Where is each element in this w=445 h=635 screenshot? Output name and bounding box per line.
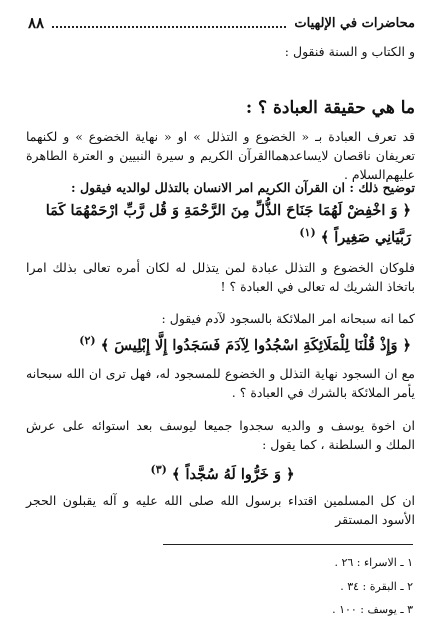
quran-quote-1-text: ﴿ وَ اخْفِضْ لَهُمَا جَنَاحَ الذُّلِّ مِنَ الرَّحْمَةِ وَ قُل رَّبِّ ارْحَمْهُمَا كَمَا رَبَّيَانِي صَغِيراً ﴾ — [45, 202, 411, 246]
footnote-ref-1: (١) — [299, 226, 316, 239]
paragraph-black-stone: ان كل المسلمين اقتداء برسول الله صلى الله عليه و آله يقبلون الحجر الأسود المستقر — [26, 493, 415, 527]
quran-quote-3-text: ﴿ وَ خَرُّوا لَهُ سُجَّداً ﴾ — [171, 465, 295, 483]
page-header — [28, 12, 415, 34]
footnote-2: ٢ ـ البقرة : ٣٤ . — [340, 580, 413, 593]
paragraph-explanation: توضيح ذلك : ان القرآن الكريم امر الانسان بالتذلل لوالديه فيقول : — [71, 180, 415, 195]
quran-quote-1 — [26, 200, 411, 249]
quran-quote-2-text: ﴿ وَإِذْ قُلْنَا لِلْمَلَائِكَةِ اسْجُدُوا لِآدَمَ فَسَجَدُوا إِلَّا إِبْلِيسَ ﴾ — [100, 336, 411, 354]
header-dotted-leader — [52, 18, 286, 28]
quran-quote-2 — [26, 330, 411, 357]
page-number: ٨٨ — [28, 14, 45, 32]
footnote-separator — [163, 544, 413, 545]
paragraph-definition: قد تعرف العبادة بـ « الخضوع و التذلل » او « نهاية الخضوع » و لكنهما تعريفان ناقصان لايساعدهماالقرآن الكريم و سيرة النبيين و العترة الطاهرة عليهم‌السلام . — [26, 129, 415, 182]
paragraph-joseph: ان اخوة يوسف و والديه سجدوا جميعا ليوسف بعد استوائه على عرش الملك و السلطنة ، كما يقول : — [26, 418, 415, 452]
footnote-1: ١ ـ الاسراء : ٢٦ . — [334, 556, 413, 569]
quran-quote-3 — [26, 459, 419, 486]
footnote-ref-3: (٣) — [150, 463, 167, 476]
paragraph-argument: فلوكان الخضوع و التذلل عبادة لمن يتذلل له لكان أمره تعالى بذلك امرا باتخاذ الشريك له تعالى في العبادة ؟ ! — [26, 260, 415, 294]
section-heading: ما هي حقيقة العبادة ؟ : — [245, 98, 415, 118]
footnote-3: ٣ ـ يوسف : ١٠٠ . — [332, 603, 413, 616]
footnote-ref-2: (٢) — [79, 334, 96, 347]
intro-line: و الكتاب و السنة فنقول : — [284, 44, 415, 59]
running-title: محاضرات في الإلهيات — [294, 15, 415, 31]
paragraph-prostration: مع ان السجود نهاية التذلل و الخضوع للمسجود له، فهل ترى ان الله سبحانه يأمر الملائكة بالشرك في العبادة ؟ . — [26, 366, 415, 400]
paragraph-angels: كما انه سبحانه امر الملائكة بالسجود لآدم فيقول : — [161, 311, 415, 326]
